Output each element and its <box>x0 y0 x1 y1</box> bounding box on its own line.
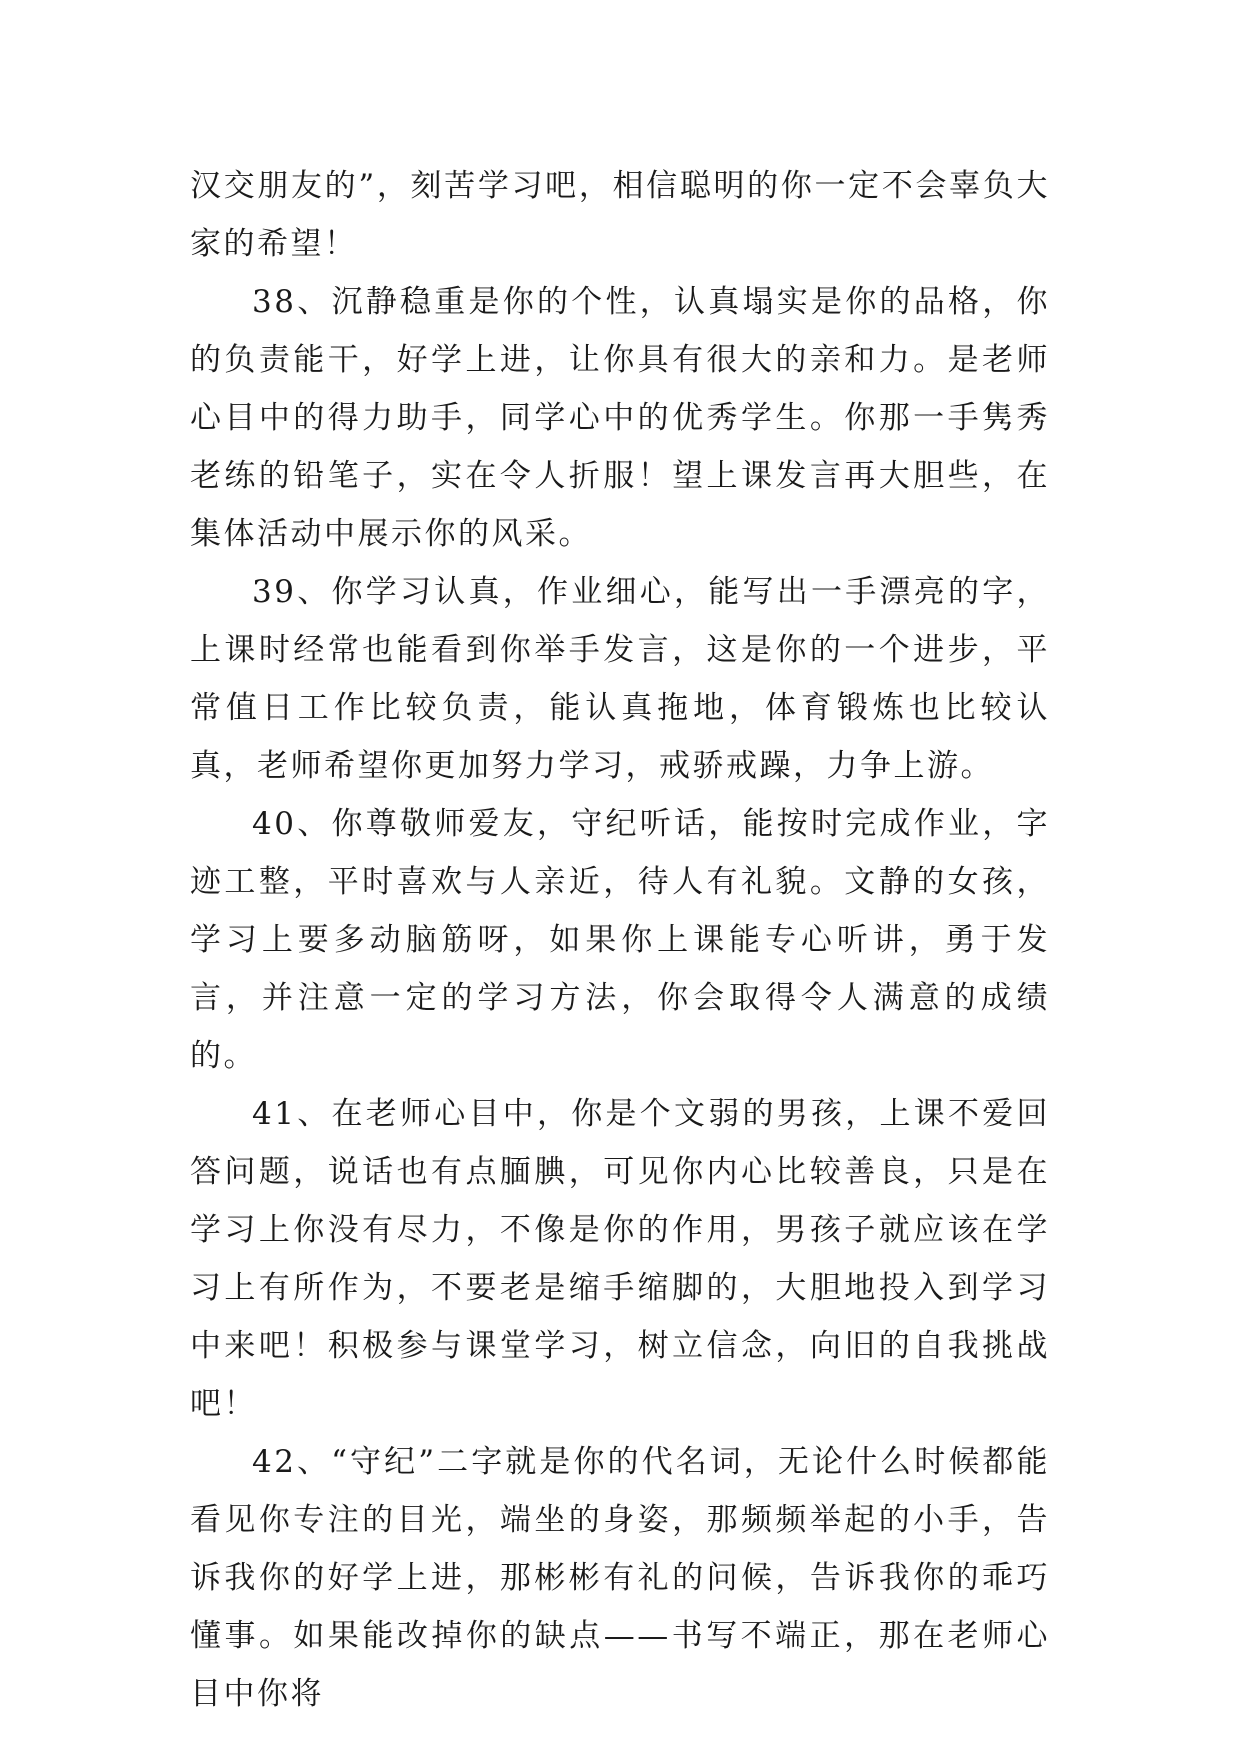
document-body <box>190 157 1050 1723</box>
paragraph-41: 41、在老师心目中，你是个文弱的男孩，上课不爱回答问题，说话也有点腼腆，可见你内心比较善良，只是在学习上你没有尽力，不像是你的作用，男孩子就应该在学习上有所作为，不要老是缩手缩脚的，大胆地投入到学习中来吧！积极参与课堂学习，树立信念，向旧的自我挑战吧！ <box>190 1096 1050 1422</box>
paragraph-39: 39、你学习认真，作业细心，能写出一手漂亮的字，上课时经常也能看到你举手发言，这是你的一个进步，平常值日工作比较负责，能认真拖地，体育锻炼也比较认真，老师希望你更加努力学习，戒骄戒躁，力争上游。 <box>190 574 1050 784</box>
paragraph-42: 42、“守纪”二字就是你的代名词，无论什么时候都能看见你专注的目光，端坐的身姿，那频频举起的小手，告诉我你的好学上进，那彬彬有礼的问候，告诉我你的乖巧懂事。如果能改掉你的缺点——书写不端正，那在老师心目中你将 <box>190 1444 1050 1712</box>
paragraph-continuation: 汉交朋友的”，刻苦学习吧，相信聪明的你一定不会辜负大家的希望！ <box>190 168 1050 262</box>
paragraph-40: 40、你尊敬师爱友，守纪听话，能按时完成作业，字迹工整，平时喜欢与人亲近，待人有礼貌。文静的女孩，学习上要多动脑筋呀，如果你上课能专心听讲，勇于发言，并注意一定的学习方法，你会取得令人满意的成绩的。 <box>190 806 1050 1074</box>
paragraph-38: 38、沉静稳重是你的个性，认真塌实是你的品格，你的负责能干，好学上进，让你具有很大的亲和力。是老师心目中的得力助手，同学心中的优秀学生。你那一手隽秀老练的铅笔子，实在令人折服！望上课发言再大胆些，在集体活动中展示你的风采。 <box>190 284 1050 552</box>
